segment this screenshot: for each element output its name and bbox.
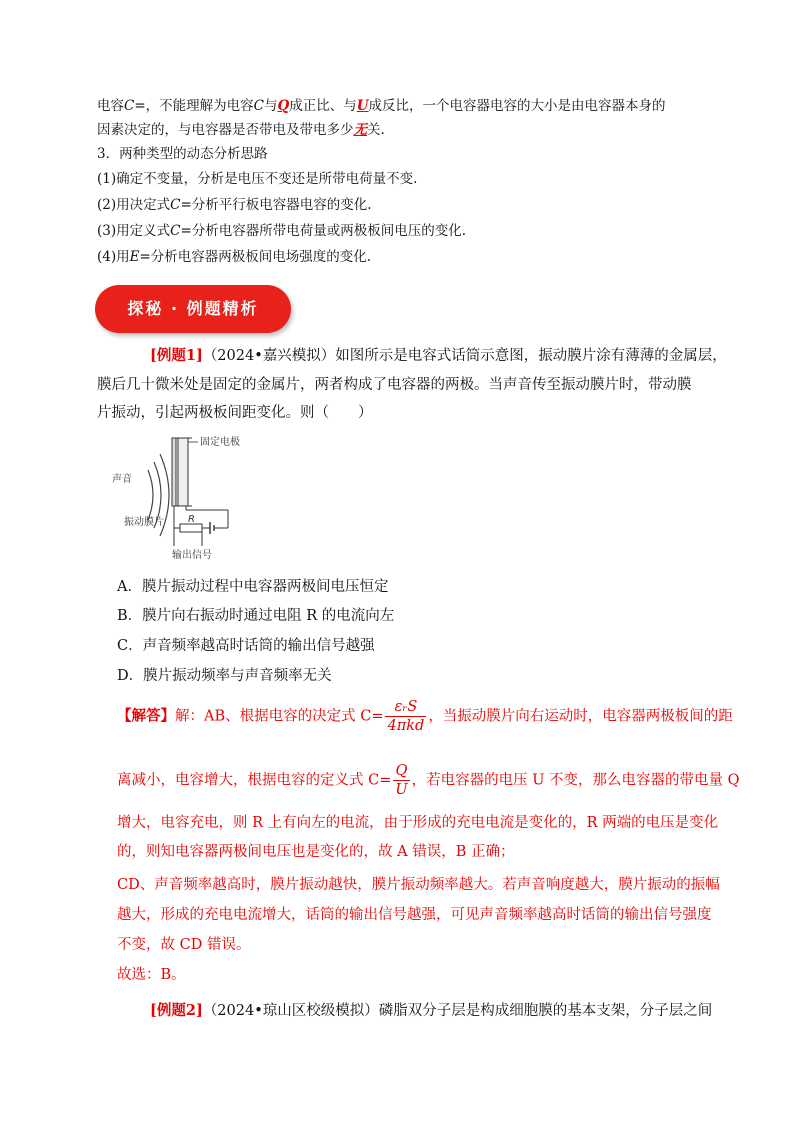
banner-label: 探秘 · 例题精析 <box>127 299 259 318</box>
intro-heading-3: 3．两种类型的动态分析思路 <box>97 146 268 162</box>
answer-line-8: 故选：B。 <box>117 967 186 983</box>
intro-step-1: (1)确定不变量，分析是电压不变还是所带电荷量不变. <box>97 171 418 187</box>
membrane-plate <box>172 438 176 506</box>
resistor <box>180 524 202 532</box>
fixed-plate <box>178 438 188 506</box>
example1-line-3: 片振动，引起两极板间距变化。则（ ） <box>97 405 373 421</box>
answer-line-3: 增大，电容充电，则 R 上有向左的电流，由于形成的充电电流是变化的，R 两端的电压是变化 <box>117 815 719 831</box>
circuit <box>174 506 228 546</box>
label-fixed-electrode: 固定电极 <box>200 437 240 448</box>
label-output: 输出信号 <box>172 550 212 561</box>
option-d: D．膜片振动频率与声音频率无关 <box>117 668 332 684</box>
intro-line-2: 因素决定的，与电容器是否带电及带电多少无关. <box>97 122 385 138</box>
option-b: B．膜片向右振动时通过电阻 R 的电流向左 <box>117 608 395 624</box>
microphone-diagram <box>110 430 250 565</box>
answer-line-4: 的，则知电容器两极间电压也是变化的，故 A 错误，B 正确； <box>117 844 515 860</box>
option-a: A．膜片振动过程中电容器两极间电压恒定 <box>117 579 389 595</box>
answer-line-1: 【解答】解：AB、根据电容的决定式 C= $\frac{\text{εᵣS}}{\text{4πkd}}$ ，当振动膜片向右运动时，电容器两极板间的距 <box>117 699 733 734</box>
intro-line-1: 电容C=，不能理解为电容C与Q成正比、与U成反比，一个电容器电容的大小是由电容器本身的 <box>97 98 666 114</box>
option-c: C．声音频率越高时话筒的输出信号越强 <box>117 638 375 654</box>
intro-step-2: (2)用决定式C=分析平行板电容器电容的变化. <box>97 197 372 213</box>
answer-line-2: 离减小，电容增大，根据电容的定义式 C= $\frac{Q}{U}$ ，若电容器的电压 U 不变，那么电容器的带电量 Q <box>117 763 740 798</box>
intro-step-3: (3)用定义式C=分析电容器所带电荷量或两极板间电压的变化. <box>97 223 467 239</box>
example1-line-2: 膜后几十微米处是固定的金属片，两者构成了电容器的两极。当声音传至振动膜片时，带动膜 <box>97 377 692 393</box>
answer-line-6: 越大，形成的充电电流增大，话筒的输出信号越强，可见声音频率越高时话筒的输出信号强度 <box>117 907 712 923</box>
formula-capacitance-decision: $\frac{\text{εᵣS}}{\text{4πkd}}$ <box>387 699 425 734</box>
example2-line-1: [例题2]（2024•琼山区校级模拟）磷脂双分子层是构成细胞膜的基本支架，分子层之间 <box>150 1002 713 1019</box>
example1-line-1: [例题1]（2024•嘉兴模拟）如图所示是电容式话筒示意图，振动膜片涂有薄薄的金属层， <box>150 347 727 364</box>
section-banner <box>95 285 291 333</box>
label-sound: 声音 <box>112 474 132 485</box>
intro-step-4: (4)用E=分析电容器两极板间电场强度的变化. <box>97 249 372 265</box>
formula-capacitance-definition: $\frac{Q}{U}$ <box>395 763 408 798</box>
answer-line-7: 不变，故 CD 错误。 <box>117 937 251 953</box>
label-membrane: 振动膜片 <box>124 517 164 528</box>
label-R: R <box>188 514 195 525</box>
answer-line-5: CD、声音频率越高时，膜片振动越快，膜片振动频率越大。若声音响度越大，膜片振动的振幅 <box>117 877 720 893</box>
